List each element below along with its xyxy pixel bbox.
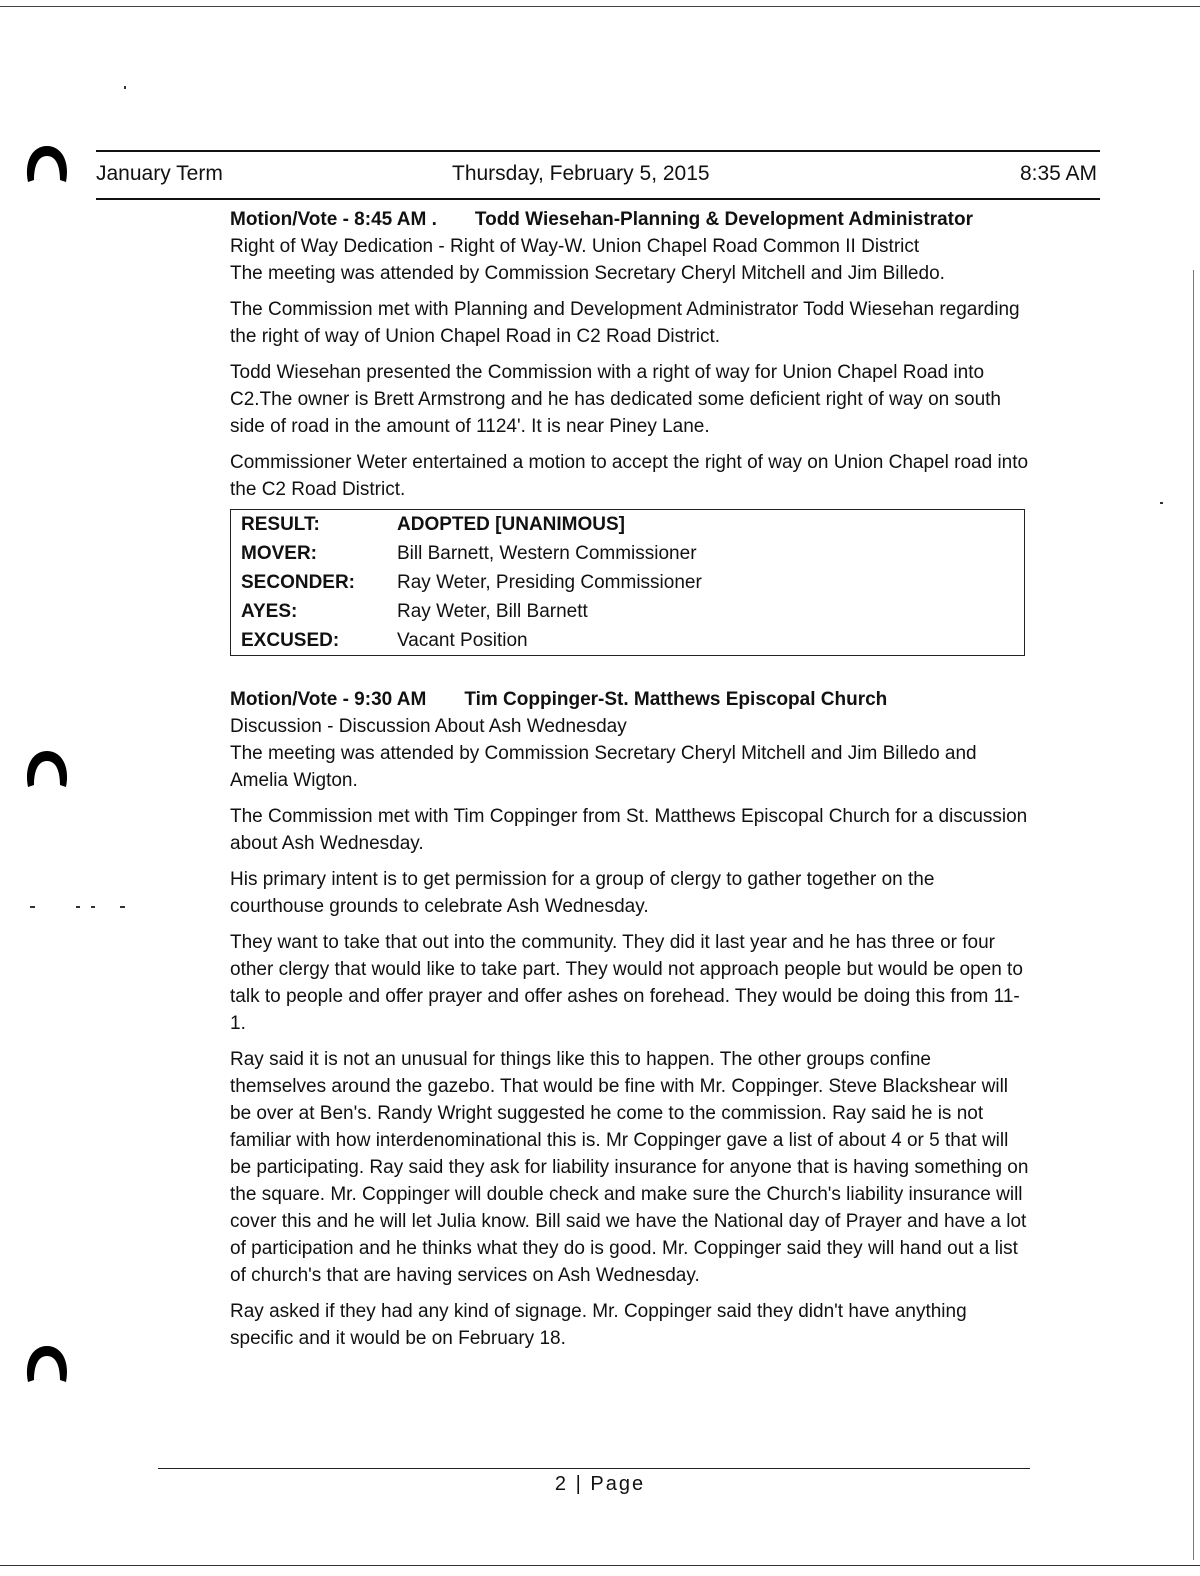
item-title-right: Todd Wiesehan-Planning & Development Administrator — [474, 209, 973, 230]
scan-bottom-edge — [0, 1565, 1200, 1566]
scan-right-edge — [1193, 270, 1194, 1560]
item-title — [230, 686, 1030, 713]
table-row — [231, 626, 1025, 656]
vote-label: SECONDER: — [241, 572, 356, 593]
vote-value: Ray Weter, Presiding Commissioner — [397, 572, 702, 593]
vote-value: ADOPTED [UNANIMOUS] — [397, 514, 625, 535]
item-subtitle: Discussion - Discussion About Ash Wednesday — [230, 716, 627, 737]
paragraph: They want to take that out into the community. They did it last year and he has three or four other clergy that would like to take part. They would not approach people but would be open to talk to people and offer prayer and offer ashes on forehead. They would be doing this from 11-1. — [230, 932, 1023, 1034]
paragraph: Commissioner Weter entertained a motion to accept the right of way on Union Chapel road into the C2 Road District. — [230, 452, 1029, 500]
item-title — [230, 206, 1030, 233]
attendance-line: The meeting was attended by Commission Secretary Cheryl Mitchell and Jim Billedo. — [230, 263, 945, 284]
item-subtitle: Right of Way Dedication - Right of Way-W. Union Chapel Road Common II District — [230, 236, 920, 257]
paragraph: Ray asked if they had any kind of signage. Mr. Coppinger said they didn't have anything specific and it would be on February 18. — [230, 1301, 967, 1349]
item-title-left: Motion/Vote - 8:45 AM . — [230, 209, 437, 230]
punch-hole-icon — [22, 1340, 72, 1386]
paragraph: Ray said it is not an unusual for things like this to happen. The other groups confine themselves around the gazebo. That would be fine with Mr. Coppinger. Steve Blackshear will be over at Ben's. Randy Wright suggested he come to the commission. Ray said he is not familiar with how interdenominational this is. Mr Coppinger gave a list of about 4 or 5 that will be participating. Ray said they ask for liability insurance for anyone that is having something on the square. Mr. Coppinger will double check and make sure the Church's liability insurance will cover this and he will let Julia know. Bill said we have the National day of Prayer and have a lot of participation and he thinks what they do is good. Mr. Coppinger said they will hand out a list of church's that are having services on Ash Wednesday. — [230, 1049, 1029, 1286]
table-row — [231, 597, 1025, 626]
paragraph: Todd Wiesehan presented the Commission with a right of way for Union Chapel Road into C2.The owner is Brett Armstrong and he has dedicated some deficient right of way on south side of road in the amount of 1124'. It is near Piney Lane. — [230, 362, 1001, 437]
minutes-body — [230, 206, 1030, 1352]
table-row — [231, 539, 1025, 568]
vote-result-table — [230, 509, 1025, 656]
vote-label: RESULT: — [241, 514, 320, 535]
vote-label: EXCUSED: — [241, 630, 340, 651]
page-header — [96, 150, 1100, 200]
item-title-right: Tim Coppinger-St. Matthews Episcopal Church — [464, 689, 888, 710]
vote-value: Bill Barnett, Western Commissioner — [397, 543, 697, 564]
paragraph: The Commission met with Planning and Development Administrator Todd Wiesehan regarding the right of way of Union Chapel Road in C2 Road District. — [230, 299, 1020, 347]
header-time: 8:35 AM — [1019, 162, 1097, 185]
paragraph: The Commission met with Tim Coppinger from St. Matthews Episcopal Church for a discussion about Ash Wednesday. — [230, 806, 1028, 854]
agenda-item — [230, 686, 1030, 1352]
scan-top-edge — [0, 6, 1200, 7]
paragraph: His primary intent is to get permission for a group of clergy to gather together on the courthouse grounds to celebrate Ash Wednesday. — [230, 869, 935, 917]
page-number: 2 | Page — [554, 1473, 646, 1495]
header-date: Thursday, February 5, 2015 — [452, 162, 710, 185]
agenda-item — [230, 206, 1030, 656]
table-row — [231, 568, 1025, 597]
vote-value: Ray Weter, Bill Barnett — [397, 601, 588, 622]
vote-label: MOVER: — [241, 543, 317, 564]
footer-divider — [158, 1468, 1030, 1469]
punch-hole-icon — [22, 140, 72, 186]
item-title-left: Motion/Vote - 9:30 AM — [230, 689, 427, 710]
punch-hole-icon — [22, 745, 72, 791]
attendance-line: The meeting was attended by Commission Secretary Cheryl Mitchell and Jim Billedo and Amelia Wigton. — [230, 743, 977, 791]
vote-label: AYES: — [241, 601, 298, 622]
vote-value: Vacant Position — [397, 630, 528, 651]
header-term: January Term — [96, 162, 223, 185]
table-row — [231, 510, 1025, 540]
